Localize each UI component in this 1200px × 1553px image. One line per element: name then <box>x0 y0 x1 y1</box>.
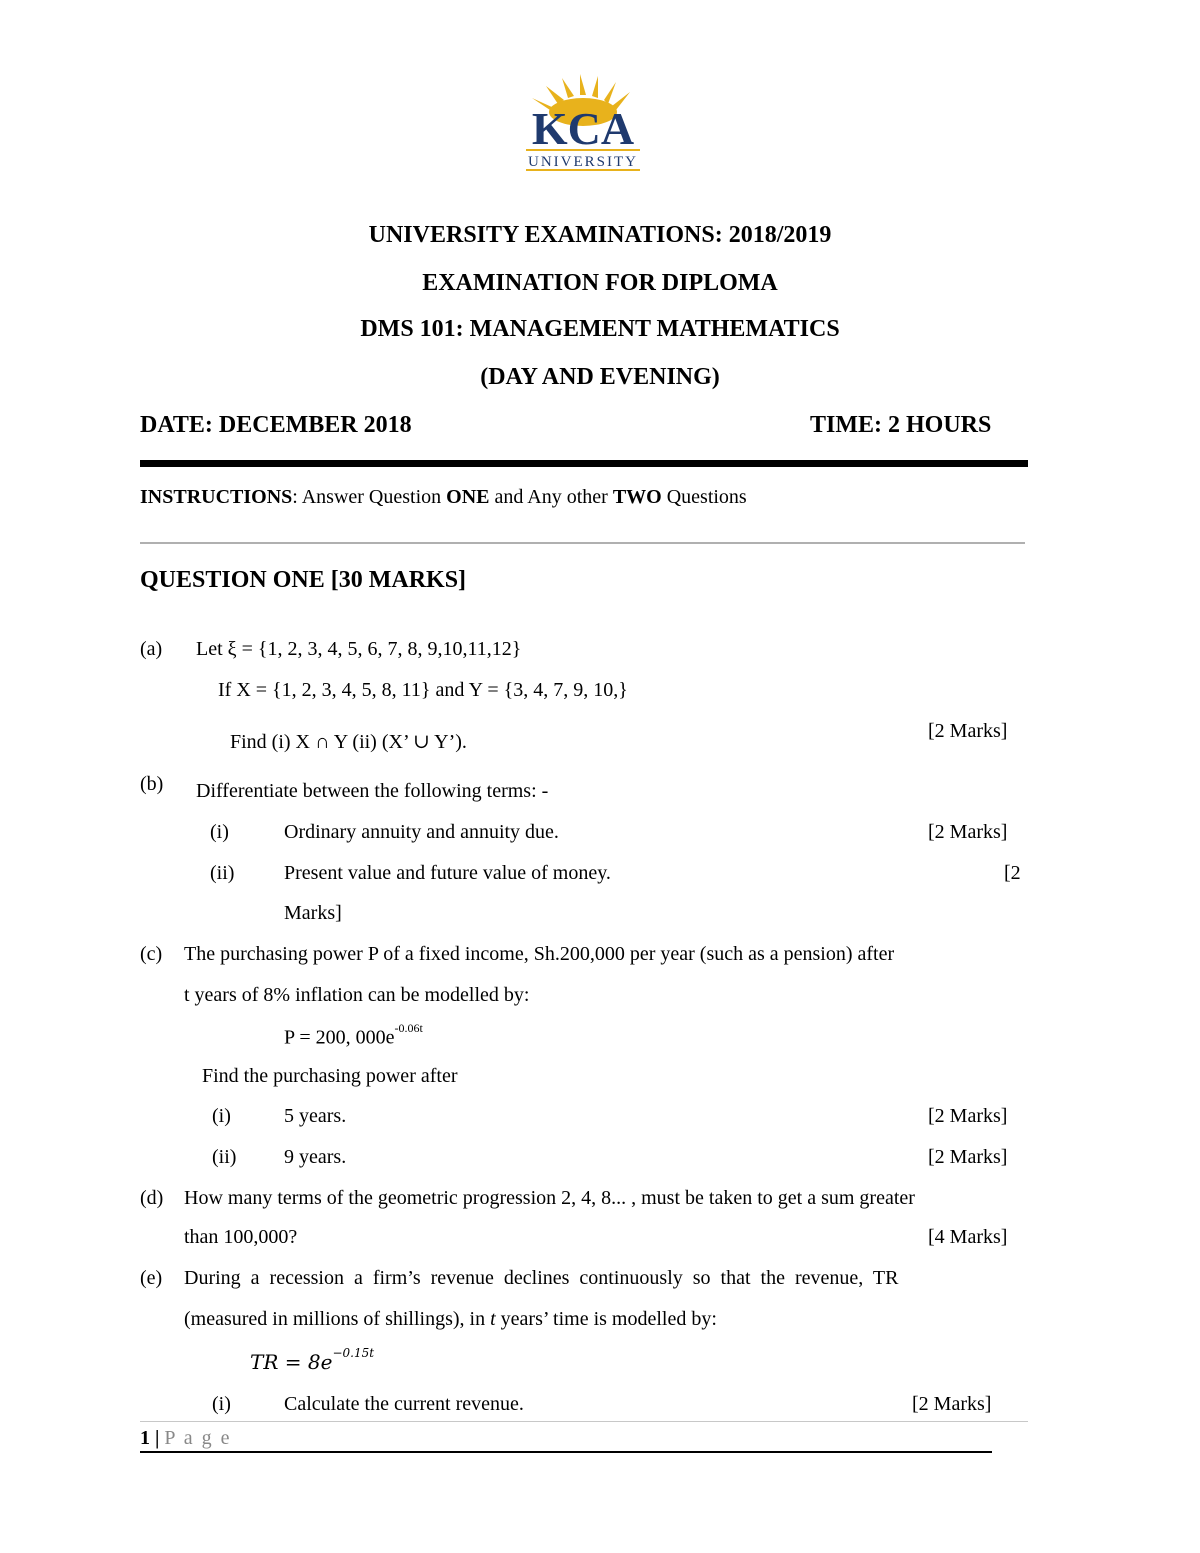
part-e-variable-t: t <box>490 1308 496 1330</box>
part-b-ii-text: Present value and future value of money. <box>284 862 611 884</box>
footer-rule <box>140 1451 992 1453</box>
instructions-label: INSTRUCTIONS <box>140 486 293 508</box>
part-c-line2: t years of 8% inflation can be modelled by: <box>184 984 530 1006</box>
part-c-i-marks: [2 Marks] <box>928 1105 1008 1127</box>
question-title: QUESTION ONE [30 MARKS] <box>140 567 467 593</box>
part-e-line2-text: years’ time is modelled by: <box>495 1308 717 1330</box>
logo-text: KCA <box>531 103 635 154</box>
instructions-text: and Any other <box>489 486 613 508</box>
part-d-line1: How many terms of the geometric progression 2, 4, 8... , must be taken to get a sum greater <box>184 1187 915 1209</box>
formula-exponent: −0.15t <box>332 1346 375 1361</box>
exam-time: TIME: 2 HOURS <box>810 412 992 438</box>
part-e-label: (e) <box>140 1267 163 1289</box>
formula-exponent: -0.06t <box>394 1021 423 1035</box>
instructions-text: Questions <box>661 486 747 508</box>
instructions-divider <box>140 542 1025 544</box>
part-a-line3: Find (i) X ∩ Y (ii) (X’ ∪ Y’). <box>230 731 467 753</box>
formula-base: P = 200, 000e <box>284 1026 395 1049</box>
part-c-line1: The purchasing power P of a fixed income, Sh.200,000 per year (such as a pension) after <box>184 943 895 965</box>
part-c-ii-label: (ii) <box>212 1146 237 1168</box>
header-divider <box>140 460 1028 467</box>
instructions-one: ONE <box>446 486 490 508</box>
instructions-text: : Answer Question <box>292 486 447 508</box>
part-b-label: (b) <box>140 773 164 795</box>
instructions-two: TWO <box>612 486 662 508</box>
part-c-i-label: (i) <box>212 1105 231 1127</box>
page-footer <box>140 1427 232 1450</box>
exam-level: EXAMINATION FOR DIPLOMA <box>422 270 778 296</box>
part-a-label: (a) <box>140 638 163 660</box>
part-e-i-marks: [2 Marks] <box>912 1393 992 1415</box>
part-a-line1: Let ξ = {1, 2, 3, 4, 5, 6, 7, 8, 9,10,11,12} <box>196 638 522 660</box>
part-c-formula <box>284 1021 423 1050</box>
course-title: DMS 101: MANAGEMENT MATHEMATICS <box>360 316 840 342</box>
part-c-label: (c) <box>140 943 163 965</box>
part-b-ii-label: (ii) <box>210 862 235 884</box>
part-c-find: Find the purchasing power after <box>202 1065 458 1087</box>
part-e-line2 <box>184 1308 717 1331</box>
part-c-ii-marks: [2 Marks] <box>928 1146 1008 1168</box>
footer-top-rule <box>140 1421 1028 1422</box>
part-c-ii-text: 9 years. <box>284 1146 347 1168</box>
part-e-line1: During a recession a firm’s revenue declines continuously so that the revenue, TR <box>184 1267 899 1289</box>
part-b-intro: Differentiate between the following terms: - <box>196 780 549 802</box>
kca-university-logo <box>518 72 648 178</box>
part-e-i-label: (i) <box>212 1393 231 1415</box>
part-b-ii-marks-cont: Marks] <box>284 902 342 924</box>
part-d-marks: [4 Marks] <box>928 1226 1008 1248</box>
page-word: P a g e <box>164 1427 232 1449</box>
part-d-line2: than 100,000? <box>184 1226 298 1248</box>
page-separator: | <box>155 1427 160 1449</box>
part-b-i-text: Ordinary annuity and annuity due. <box>284 821 559 843</box>
part-c-i-text: 5 years. <box>284 1105 347 1127</box>
exam-title: UNIVERSITY EXAMINATIONS: 2018/2019 <box>368 222 832 248</box>
part-b-i-label: (i) <box>210 821 229 843</box>
part-e-i-text: Calculate the current revenue. <box>284 1393 524 1415</box>
session: (DAY AND EVENING) <box>480 364 720 390</box>
instructions <box>140 486 747 509</box>
page-number: 1 <box>140 1427 150 1449</box>
part-d-label: (d) <box>140 1187 164 1209</box>
part-a-line2: If X = {1, 2, 3, 4, 5, 8, 11} and Y = {3, 4, 7, 9, 10,} <box>218 679 628 701</box>
part-e-formula <box>250 1346 375 1374</box>
exam-date: DATE: DECEMBER 2018 <box>140 412 412 438</box>
part-a-marks: [2 Marks] <box>928 720 1008 742</box>
part-e-line2-text: (measured in millions of shillings), in <box>184 1308 491 1330</box>
logo-subtitle: UNIVERSITY <box>528 154 638 170</box>
part-b-i-marks: [2 Marks] <box>928 821 1008 843</box>
formula-base: TR = 8e <box>250 1350 333 1374</box>
part-b-ii-marks: [2 <box>1004 862 1021 884</box>
